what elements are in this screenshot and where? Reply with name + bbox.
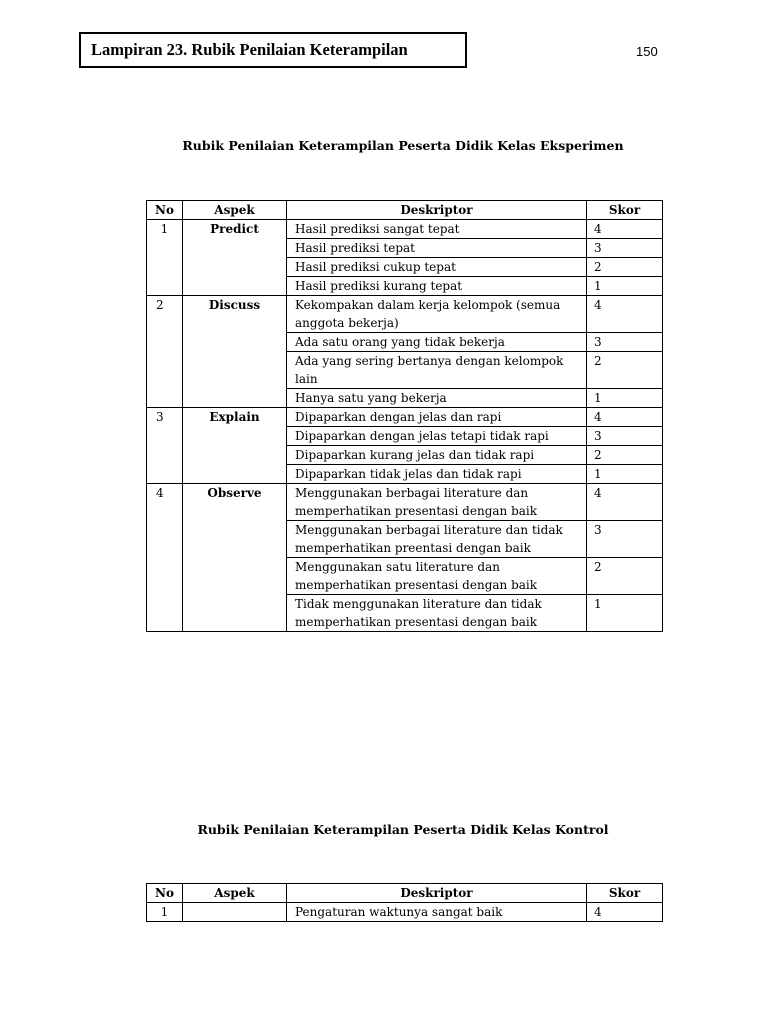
row-deskriptor: Hasil prediksi cukup tepat (287, 258, 587, 277)
row-deskriptor: Dipaparkan dengan jelas tetapi tidak rapi (287, 427, 587, 446)
row-deskriptor: Hanya satu yang bekerja (287, 389, 587, 408)
row-skor: 2 (587, 258, 663, 277)
row-deskriptor: Dipaparkan kurang jelas dan tidak rapi (287, 446, 587, 465)
header-skor: Skor (587, 884, 663, 903)
table-row (147, 408, 663, 427)
row-deskriptor: Ada yang sering bertanya dengan kelompok lain (287, 352, 587, 389)
row-skor: 4 (587, 903, 663, 922)
header-deskriptor: Deskriptor (287, 201, 587, 220)
table-header-row (147, 884, 663, 903)
table-row (147, 220, 663, 239)
row-aspek: Discuss (183, 296, 287, 408)
row-skor: 1 (587, 595, 663, 632)
row-skor: 3 (587, 427, 663, 446)
appendix-title: Lampiran 23. Rubik Penilaian Keterampilan (79, 32, 467, 68)
row-no: 4 (147, 484, 183, 632)
row-deskriptor: Kekompakan dalam kerja kelompok (semua anggota bekerja) (287, 296, 587, 333)
table-header-row (147, 201, 663, 220)
table-row (147, 484, 663, 521)
row-no: 1 (147, 903, 183, 922)
row-aspek: Observe (183, 484, 287, 632)
table-row (147, 296, 663, 333)
row-deskriptor: Dipaparkan dengan jelas dan rapi (287, 408, 587, 427)
page-number: 150 (636, 44, 658, 59)
row-deskriptor: Hasil prediksi kurang tepat (287, 277, 587, 296)
row-skor: 2 (587, 446, 663, 465)
row-skor: 1 (587, 277, 663, 296)
row-deskriptor: Tidak menggunakan literature dan tidak memperhatikan presentasi dengan baik (287, 595, 587, 632)
row-deskriptor: Menggunakan satu literature dan memperhatikan presentasi dengan baik (287, 558, 587, 595)
row-deskriptor: Hasil prediksi sangat tepat (287, 220, 587, 239)
rubric-table-kontrol (146, 883, 663, 922)
row-deskriptor: Dipaparkan tidak jelas dan tidak rapi (287, 465, 587, 484)
row-skor: 4 (587, 296, 663, 333)
row-no: 3 (147, 408, 183, 484)
row-aspek: Explain (183, 408, 287, 484)
row-deskriptor: Hasil prediksi tepat (287, 239, 587, 258)
section-title-eksperimen: Rubik Penilaian Keterampilan Peserta Didik Kelas Eksperimen (182, 138, 624, 153)
row-deskriptor: Pengaturan waktunya sangat baik (287, 903, 587, 922)
header-no: No (147, 884, 183, 903)
header-aspek: Aspek (183, 201, 287, 220)
row-deskriptor: Menggunakan berbagai literature dan memperhatikan presentasi dengan baik (287, 484, 587, 521)
section-title-kontrol: Rubik Penilaian Keterampilan Peserta Didik Kelas Kontrol (197, 822, 609, 837)
row-deskriptor: Ada satu orang yang tidak bekerja (287, 333, 587, 352)
row-no: 2 (147, 296, 183, 408)
row-skor: 2 (587, 352, 663, 389)
row-skor: 4 (587, 408, 663, 427)
row-aspek: Predict (183, 220, 287, 296)
row-aspek (183, 903, 287, 922)
row-deskriptor: Menggunakan berbagai literature dan tidak memperhatikan preentasi dengan baik (287, 521, 587, 558)
header-no: No (147, 201, 183, 220)
row-skor: 3 (587, 521, 663, 558)
row-skor: 4 (587, 220, 663, 239)
header-deskriptor: Deskriptor (287, 884, 587, 903)
row-skor: 2 (587, 558, 663, 595)
row-skor: 4 (587, 484, 663, 521)
row-skor: 1 (587, 465, 663, 484)
rubric-table-eksperimen (146, 200, 663, 632)
row-skor: 3 (587, 239, 663, 258)
header-skor: Skor (587, 201, 663, 220)
header-aspek: Aspek (183, 884, 287, 903)
row-skor: 3 (587, 333, 663, 352)
row-skor: 1 (587, 389, 663, 408)
table-row (147, 903, 663, 922)
row-no: 1 (147, 220, 183, 296)
